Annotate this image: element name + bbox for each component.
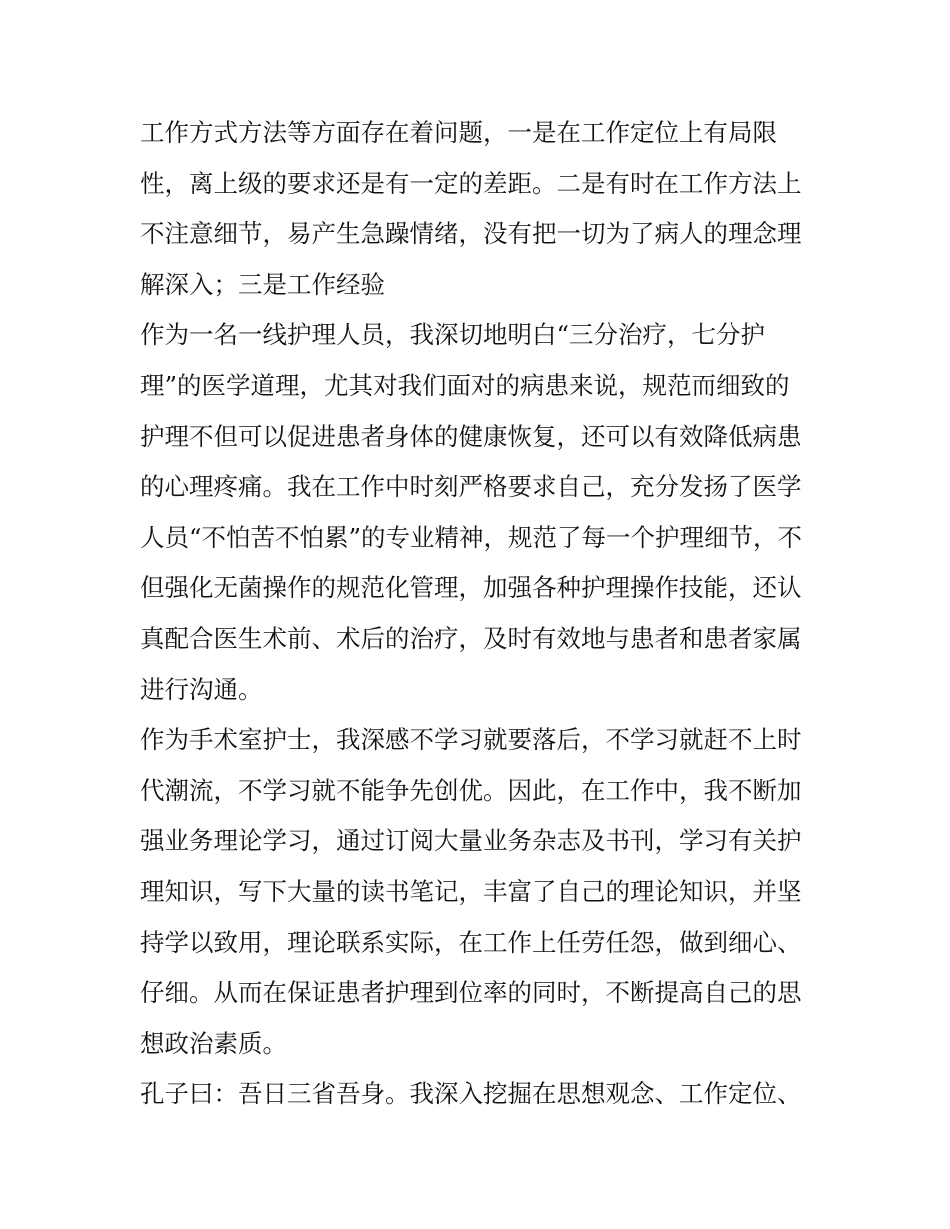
text-line-1: 工作方式方法等方面存在着问题，一是在工作定位上有局限 — [140, 118, 777, 147]
text-line-4: 解深入；三是工作经验 — [140, 269, 385, 299]
text-line-17: 持学以致用，理论联系实际，在工作上任劳任怨，做到细心、 — [140, 927, 802, 957]
text-line-15: 强业务理论学习，通过订阅大量业务杂志及书刊，学习有关护 — [140, 826, 802, 856]
text-line-2: 性，离上级的要求还是有一定的差距。二是有时在工作方法上 — [140, 168, 802, 198]
text-line-14: 代潮流，不学习就不能争先创优。因此，在工作中，我不断加 — [140, 775, 802, 805]
text-line-6: 理”的医学道理，尤其对我们面对的病患来说，规范而细致的 — [140, 370, 790, 400]
text-line-20: 孔子曰：吾日三省吾身。我深入挖掘在思想观念、工作定位、 — [140, 1079, 802, 1109]
document-body — [140, 108, 820, 1120]
text-line-13: 作为手术室护士，我深感不学习就要落后，不学习就赶不上时 — [140, 725, 802, 755]
text-line-3: 不注意细节，易产生急躁情绪，没有把一切为了病人的理念理 — [140, 219, 802, 249]
text-line-18: 仔细。从而在保证患者护理到位率的同时，不断提高自己的思 — [140, 978, 802, 1008]
text-line-16: 理知识，写下大量的读书笔记，丰富了自己的理论知识，并坚 — [140, 876, 802, 906]
text-line-12: 进行沟通。 — [140, 674, 263, 704]
text-line-8: 的心理疼痛。我在工作中时刻严格要求自己，充分发扬了医学 — [140, 472, 802, 502]
text-line-10: 但强化无菌操作的规范化管理，加强各种护理操作技能，还认 — [140, 573, 802, 603]
text-line-5: 作为一名一线护理人员，我深切地明白“三分治疗，七分护 — [140, 320, 766, 350]
text-line-7: 护理不但可以促进患者身体的健康恢复，还可以有效降低病患 — [140, 421, 802, 451]
text-line-19: 想政治素质。 — [140, 1028, 287, 1058]
text-line-11: 真配合医生术前、术后的治疗，及时有效地与患者和患者家属 — [140, 623, 802, 653]
text-line-9: 人员“不怕苦不怕累”的专业精神，规范了每一个护理细节，不 — [140, 522, 803, 552]
